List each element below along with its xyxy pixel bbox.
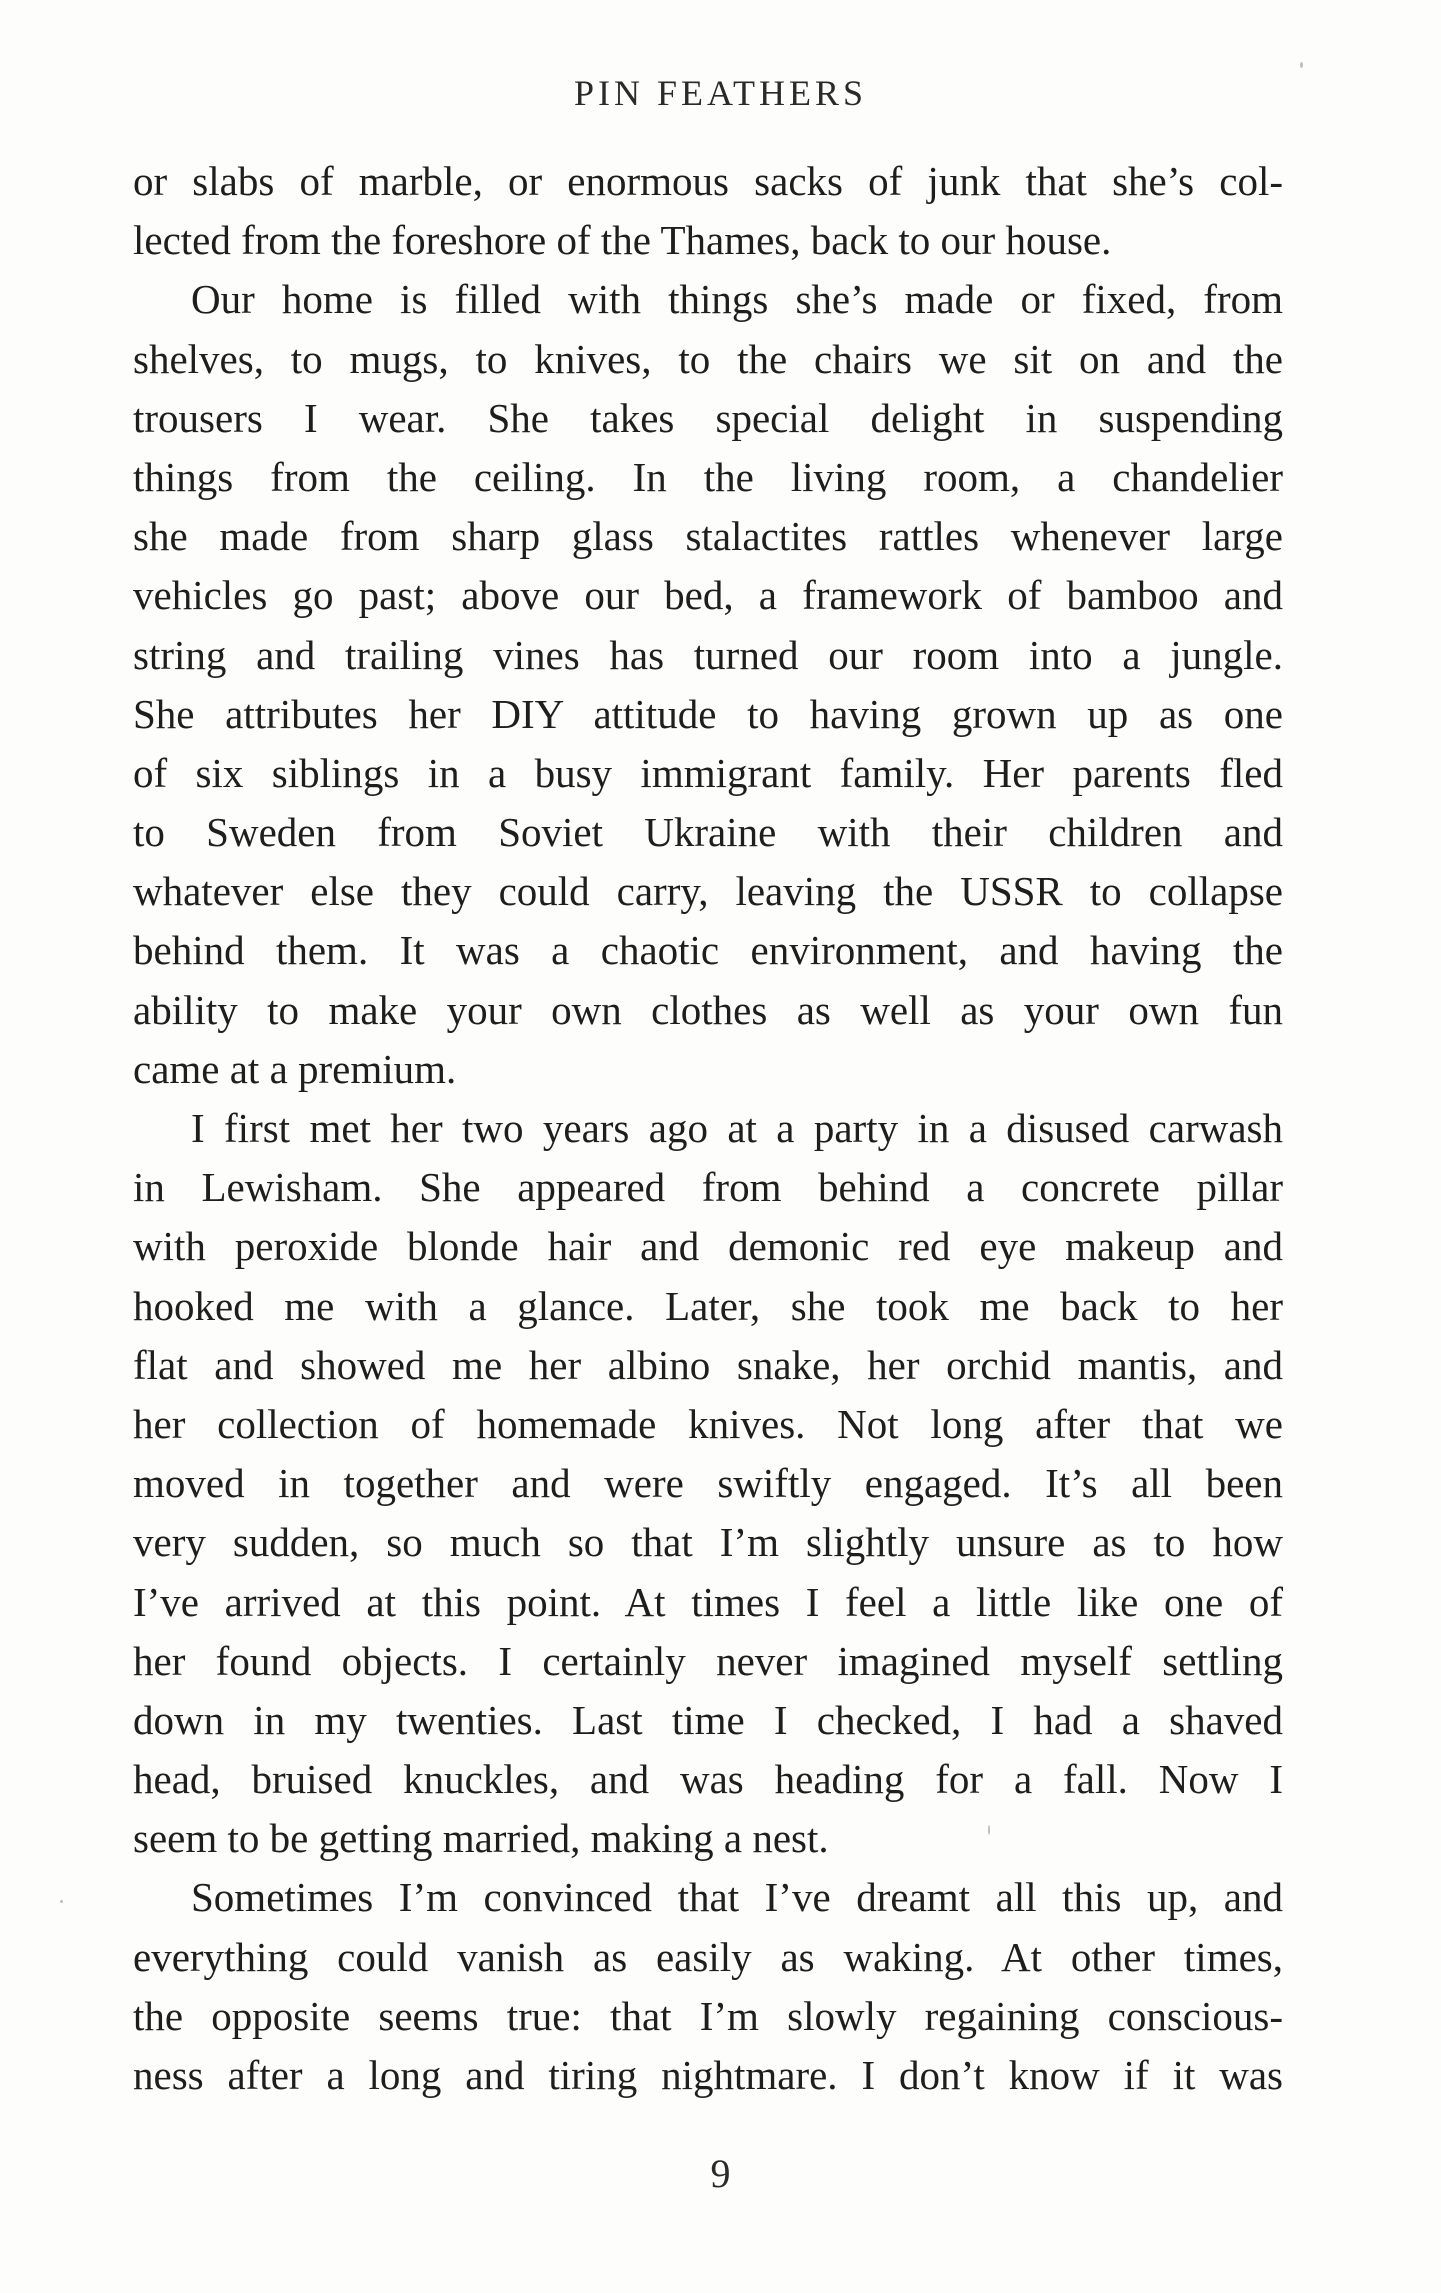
text-line: ability to make your own clothes as well as your own fun: [133, 986, 1283, 1033]
paragraph: [133, 152, 1283, 270]
text-line: of six siblings in a busy immigrant family. Her parents fled: [133, 749, 1283, 796]
text-line: to Sweden from Soviet Ukraine with their children and: [133, 809, 1283, 856]
text-line: I first met her two years ago at a party in a disused carwash: [191, 1105, 1283, 1151]
paper-speck: [60, 1900, 63, 1903]
text-line: the opposite seems true: that I’m slowly regaining conscious-: [133, 1992, 1283, 2039]
text-line: She attributes her DIY attitude to having grown up as one: [133, 690, 1283, 737]
text-line: things from the ceiling. In the living room, a chandelier: [133, 453, 1283, 500]
text-line: seem to be getting married, making a nest.: [133, 1815, 829, 1862]
text-line: came at a premium.: [133, 1045, 457, 1092]
text-line: with peroxide blonde hair and demonic red eye makeup and: [133, 1223, 1283, 1270]
text-line: down in my twenties. Last time I checked, I had a shaved: [133, 1696, 1283, 1743]
text-line: trousers I wear. She takes special delight in suspending: [133, 394, 1283, 441]
text-line: or slabs of marble, or enormous sacks of junk that she’s col-: [133, 158, 1283, 204]
text-line: her collection of homemade knives. Not long after that we: [133, 1400, 1283, 1447]
text-line: flat and showed me her albino snake, her orchid mantis, and: [133, 1341, 1283, 1388]
page-number: 9: [710, 2151, 731, 2196]
text-line: Sometimes I’m convinced that I’ve dreamt all this up, and: [191, 1874, 1283, 1921]
text-line: head, bruised knuckles, and was heading for a fall. Now I: [133, 1756, 1283, 1803]
paragraph: [133, 270, 1283, 1099]
text-line: she made from sharp glass stalactites rattles whenever large: [133, 513, 1283, 560]
text-line: moved in together and were swiftly engaged. It’s all been: [133, 1460, 1283, 1507]
paragraph: [133, 1099, 1283, 1868]
text-line: behind them. It was a chaotic environment, and having the: [133, 927, 1283, 974]
paper-speck: [988, 1825, 990, 1835]
text-line: lected from the foreshore of the Thames, back to our house.: [133, 217, 1112, 264]
running-head: PIN FEATHERS: [573, 73, 868, 113]
text-line: shelves, to mugs, to knives, to the chairs we sit on and the: [133, 335, 1283, 382]
text-line: her found objects. I certainly never imagined myself settling: [133, 1637, 1283, 1684]
text-line: in Lewisham. She appeared from behind a concrete pillar: [133, 1164, 1283, 1211]
text-line: hooked me with a glance. Later, she took me back to her: [133, 1282, 1283, 1329]
text-line: very sudden, so much so that I’m slightly unsure as to how: [133, 1519, 1283, 1566]
text-line: whatever else they could carry, leaving the USSR to collapse: [133, 868, 1283, 915]
paper-speck: [1300, 62, 1303, 68]
text-line: string and trailing vines has turned our room into a jungle.: [133, 631, 1283, 678]
paragraph: [133, 1868, 1283, 2105]
text-line: Our home is filled with things she’s made or fixed, from: [191, 276, 1283, 323]
text-line: vehicles go past; above our bed, a framework of bamboo and: [133, 572, 1283, 619]
text-line: ness after a long and tiring nightmare. I don’t know if it was: [133, 2052, 1283, 2098]
body-text: [133, 152, 1283, 2105]
text-line: I’ve arrived at this point. At times I feel a little like one of: [133, 1578, 1283, 1625]
text-line: everything could vanish as easily as waking. At other times,: [133, 1933, 1283, 1980]
